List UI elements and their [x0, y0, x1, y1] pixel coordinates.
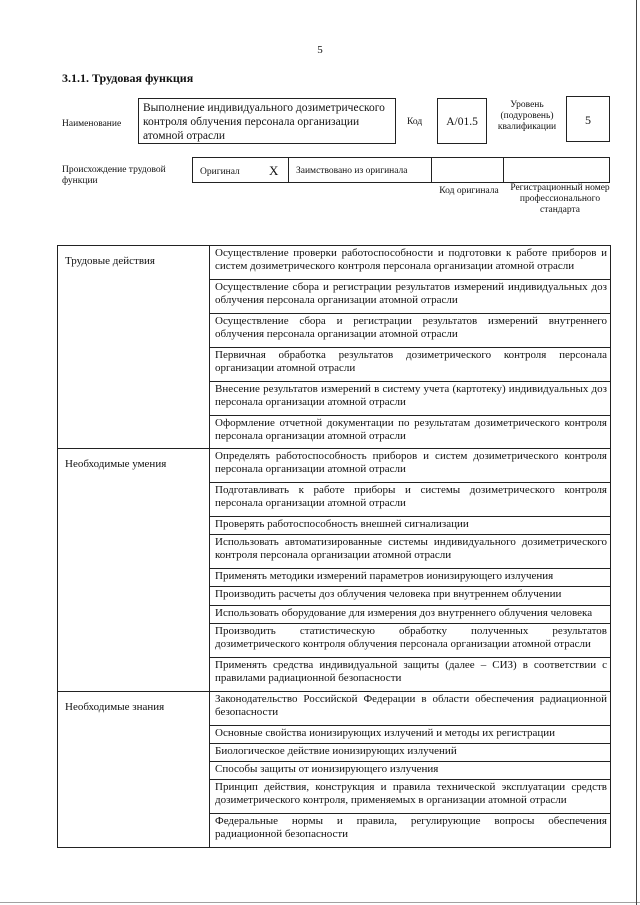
table-row — [58, 449, 611, 483]
original-label: Оригинал — [200, 167, 240, 177]
origin-row — [192, 157, 610, 183]
level-value-box: 5 — [566, 96, 610, 142]
function-details-table — [57, 245, 611, 848]
list-item: Осуществление сбора и регистрации результатов измерений индивидуальных доз облучения персонала организации атомной отрасли — [210, 279, 611, 313]
origin-divider-3 — [503, 158, 504, 182]
list-item: Подготавливать к работе приборы и системы дозиметрического контроля персонала организации атомной отрасли — [210, 483, 611, 517]
scan-edge-line — [636, 0, 637, 905]
list-item: Принцип действия, конструкция и правила технической эксплуатации средств дозиметрического контроля, применяемых в организации атомной отрасли — [210, 779, 611, 813]
table-row — [58, 691, 611, 725]
code-value-box: А/01.5 — [437, 98, 487, 144]
list-item: Биологическое действие ионизирующих излучений — [210, 743, 611, 761]
level-label: Уровень (подуровень) квалификации — [497, 100, 557, 132]
list-item: Осуществление сбора и регистрации результатов измерений внутреннего облучения персонала организации атомной отрасли — [210, 313, 611, 347]
original-code-label: Код оригинала — [439, 186, 499, 196]
list-item: Использовать автоматизированные системы индивидуального дозиметрического контроля персонала организации атомной отрасли — [210, 535, 611, 569]
page-number: 5 — [317, 44, 323, 56]
list-item: Первичная обработка результатов дозиметрического контроля персонала организации атомной отрасли — [210, 347, 611, 381]
section-title-actions: Трудовые действия — [58, 246, 210, 449]
list-item: Законодательство Российской Федерации в области обеспечения радиационной безопасности — [210, 691, 611, 725]
list-item: Производить статистическую обработку полученных результатов дозиметрического контроля облучения персонала организации атомной отрасли — [210, 623, 611, 657]
name-label: Наименование — [62, 119, 122, 129]
section-title-knowledge: Необходимые знания — [58, 691, 210, 847]
section-title-skills: Необходимые умения — [58, 449, 210, 691]
table-row — [58, 246, 611, 280]
list-item: Федеральные нормы и правила, регулирующие вопросы обеспечения радиационной безопасности — [210, 813, 611, 847]
list-item: Применять средства индивидуальной защиты (далее – СИЗ) в соответствии с правилами радиационной безопасности — [210, 657, 611, 691]
list-item: Определять работоспособность приборов и систем дозиметрического контроля персонала организации атомной отрасли — [210, 449, 611, 483]
list-item: Использовать оборудование для измерения доз внутреннего облучения человека — [210, 605, 611, 623]
borrowed-label: Заимствовано из оригинала — [296, 166, 408, 176]
list-item: Способы защиты от ионизирующего излучения — [210, 761, 611, 779]
list-item: Внесение результатов измерений в систему учета (картотеку) индивидуальных доз персонала организации атомной отрасли — [210, 381, 611, 415]
origin-label: Происхождение трудовой функции — [62, 165, 166, 186]
scan-bottom-line — [0, 902, 640, 903]
list-item: Проверять работоспособность внешней сигнализации — [210, 517, 611, 535]
list-item: Применять методики измерений параметров ионизирующего излучения — [210, 569, 611, 587]
list-item: Оформление отчетной документации по результатам дозиметрического контроля персонала организации атомной отрасли — [210, 415, 611, 449]
original-checkmark: X — [269, 163, 279, 178]
section-heading: 3.1.1. Трудовая функция — [62, 71, 194, 85]
list-item: Осуществление проверки работоспособности и подготовки к работе приборов и систем дозиметрического контроля персонала организации атомной отрасли — [210, 246, 611, 280]
list-item: Основные свойства ионизирующих излучений и методы их регистрации — [210, 725, 611, 743]
function-name-box: Выполнение индивидуального дозиметрического контроля облучения персонала организации атомной отрасли — [138, 98, 396, 144]
origin-divider-2 — [431, 158, 432, 182]
registration-number-label: Регистрационный номер профессионального стандарта — [510, 183, 610, 215]
list-item: Производить расчеты доз облучения человека при внутреннем облучении — [210, 587, 611, 605]
code-label: Код — [407, 117, 423, 127]
origin-divider-1 — [288, 158, 289, 182]
